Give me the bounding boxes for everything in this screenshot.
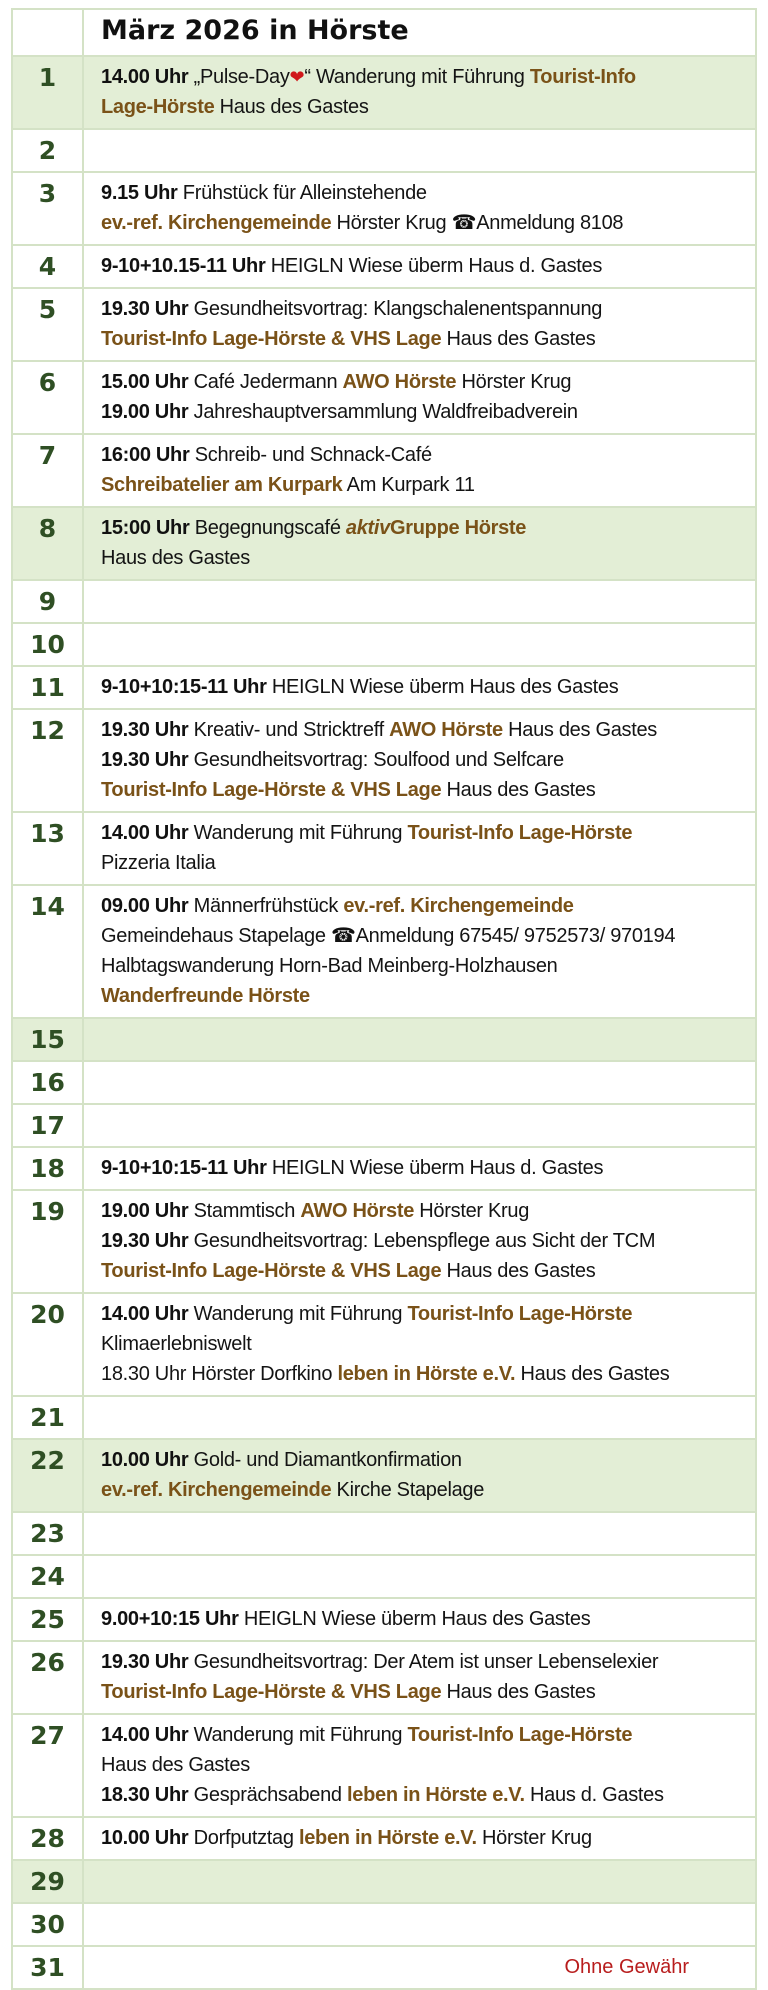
event-organizer: leben in Hörste e.V. xyxy=(298,1827,477,1849)
event-line xyxy=(101,1299,755,1329)
day-number: 6 xyxy=(12,361,83,434)
day-number: 27 xyxy=(12,1714,83,1817)
event-text: Gemeindehaus Stapelage xyxy=(101,925,331,947)
event-line xyxy=(101,251,755,281)
event-line xyxy=(101,1359,755,1389)
day-number: 30 xyxy=(12,1903,83,1946)
event-time: 19.00 Uhr xyxy=(101,401,189,423)
event-text: Haus des Gastes xyxy=(214,96,369,118)
event-line xyxy=(101,1677,755,1707)
event-time: 18.30 Uhr xyxy=(101,1784,189,1806)
event-text: Halbtagswanderung Horn-Bad Meinberg-Holzhausen xyxy=(101,955,558,977)
events-cell xyxy=(83,1439,756,1512)
event-line xyxy=(101,1475,755,1505)
event-time: 15:00 Uhr xyxy=(101,517,190,539)
event-line xyxy=(101,543,755,573)
event-text: Haus des Gastes xyxy=(101,1754,250,1776)
event-text: 18.30 Uhr Hörster Dorfkino xyxy=(101,1363,338,1385)
day-row-15 xyxy=(12,1018,756,1061)
day-number: 26 xyxy=(12,1641,83,1714)
day-number: 17 xyxy=(12,1104,83,1147)
event-text: Gesundheitsvortrag: Der Atem ist unser Lebenselexier xyxy=(188,1651,659,1673)
event-line xyxy=(101,1445,755,1475)
events-cell xyxy=(83,709,756,812)
event-text: HEIGLN Wiese überm Haus des Gastes xyxy=(266,676,619,698)
event-organizer: Tourist-Info Lage-Hörste xyxy=(407,1724,633,1746)
day-row-17 xyxy=(12,1104,756,1147)
empty-slot xyxy=(101,586,755,616)
event-text: Gesundheitsvortrag: Soulfood und Selfcare xyxy=(188,749,564,771)
day-row-16 xyxy=(12,1061,756,1104)
day-row-28 xyxy=(12,1817,756,1860)
day-number: 1 xyxy=(12,56,83,129)
day-number: 9 xyxy=(12,580,83,623)
event-organizer: AWO Hörste xyxy=(342,371,457,393)
events-cell xyxy=(83,623,756,666)
event-line xyxy=(101,62,755,92)
event-text: Klimaerlebniswelt xyxy=(101,1333,252,1355)
events-cell xyxy=(83,666,756,709)
day-number: 25 xyxy=(12,1598,83,1641)
event-text: Anmeldung 67545/ 9752573/ 970194 xyxy=(355,925,676,947)
event-organizer: Tourist-Info xyxy=(529,66,636,88)
events-cell xyxy=(83,580,756,623)
events-cell xyxy=(83,1104,756,1147)
events-cell xyxy=(83,1018,756,1061)
event-line xyxy=(101,92,755,122)
day-row-29 xyxy=(12,1860,756,1903)
day-row-27 xyxy=(12,1714,756,1817)
day-row-14 xyxy=(12,885,756,1018)
event-text: Wanderung mit Führung xyxy=(188,1303,408,1325)
event-text: Hörster Krug xyxy=(476,1827,592,1849)
phone-icon: ☎ xyxy=(330,925,356,947)
event-organizer: ev.-ref. Kirchengemeinde xyxy=(101,1479,332,1501)
event-line xyxy=(101,1780,755,1810)
day-number: 2 xyxy=(12,129,83,172)
event-line xyxy=(101,1604,755,1634)
event-time: 9.00+10:15 Uhr xyxy=(101,1608,239,1630)
event-text: Haus des Gastes xyxy=(101,547,250,569)
event-text: “ Wanderung mit Führung xyxy=(304,66,530,88)
events-cell xyxy=(83,1147,756,1190)
day-row-23 xyxy=(12,1512,756,1555)
event-line xyxy=(101,951,755,981)
day-number: 4 xyxy=(12,245,83,288)
day-number: 12 xyxy=(12,709,83,812)
event-line xyxy=(101,818,755,848)
events-cell xyxy=(83,1598,756,1641)
event-line xyxy=(101,891,755,921)
event-line xyxy=(101,1823,755,1853)
events-cell xyxy=(83,1714,756,1817)
event-organizer: AWO Hörste xyxy=(389,719,503,741)
event-text: Haus des Gastes xyxy=(441,1260,596,1282)
event-text: Hörster Krug xyxy=(414,1200,530,1222)
event-text: Männerfrühstück xyxy=(188,895,344,917)
event-text: Haus des Gastes xyxy=(502,719,658,741)
day-number: 10 xyxy=(12,623,83,666)
day-row-8 xyxy=(12,507,756,580)
phone-icon: ☎ xyxy=(451,212,477,234)
event-line xyxy=(101,921,755,951)
event-text: Café Jedermann xyxy=(188,371,343,393)
event-time: 14.00 Uhr xyxy=(101,66,189,88)
events-cell xyxy=(83,507,756,580)
day-number: 21 xyxy=(12,1396,83,1439)
event-line xyxy=(101,440,755,470)
event-text: Haus d. Gastes xyxy=(524,1784,664,1806)
day-row-3 xyxy=(12,172,756,245)
event-line xyxy=(101,981,755,1011)
day-number: 7 xyxy=(12,434,83,507)
day-row-24 xyxy=(12,1555,756,1598)
event-organizer: Schreibatelier am Kurpark xyxy=(101,474,343,496)
day-row-1 xyxy=(12,56,756,129)
events-cell xyxy=(83,434,756,507)
day-row-18 xyxy=(12,1147,756,1190)
events-cell xyxy=(83,812,756,885)
event-line xyxy=(101,470,755,500)
event-line xyxy=(101,294,755,324)
day-number: 16 xyxy=(12,1061,83,1104)
event-line xyxy=(101,1720,755,1750)
day-number: 8 xyxy=(12,507,83,580)
event-line xyxy=(101,715,755,745)
event-time: 10.00 Uhr xyxy=(101,1827,189,1849)
empty-slot xyxy=(101,629,755,659)
event-line xyxy=(101,513,755,543)
day-row-30 xyxy=(12,1903,756,1946)
event-text: Hörster Krug xyxy=(456,371,572,393)
day-row-11 xyxy=(12,666,756,709)
event-text: Haus des Gastes xyxy=(515,1363,670,1385)
event-time: 19.30 Uhr xyxy=(101,749,189,771)
event-time: 19.30 Uhr xyxy=(101,1230,189,1252)
day-number: 22 xyxy=(12,1439,83,1512)
page-title: März 2026 in Hörste xyxy=(83,9,756,56)
event-text: Pizzeria Italia xyxy=(101,852,216,874)
events-cell xyxy=(83,245,756,288)
event-organizer: ev.-ref. Kirchengemeinde xyxy=(101,212,332,234)
empty-slot xyxy=(101,1024,755,1054)
day-number: 14 xyxy=(12,885,83,1018)
events-cell xyxy=(83,56,756,129)
day-row-6 xyxy=(12,361,756,434)
event-text: Wanderung mit Führung xyxy=(188,1724,408,1746)
event-line xyxy=(101,1750,755,1780)
event-line xyxy=(101,178,755,208)
event-text: Haus des Gastes xyxy=(441,1681,596,1703)
events-cell xyxy=(83,1061,756,1104)
event-line xyxy=(101,848,755,878)
event-time: 14.00 Uhr xyxy=(101,822,189,844)
event-text: HEIGLN Wiese überm Haus des Gastes xyxy=(238,1608,591,1630)
header-row xyxy=(12,9,756,56)
day-row-21 xyxy=(12,1396,756,1439)
event-time: 9-10+10:15-11 Uhr xyxy=(101,676,267,698)
event-line xyxy=(101,745,755,775)
event-text: „Pulse-Day xyxy=(188,66,290,88)
event-organizer: Wanderfreunde Hörste xyxy=(101,985,310,1007)
events-cell xyxy=(83,1946,756,1989)
event-text: Gesundheitsvortrag: Klangschalenentspannung xyxy=(188,298,603,320)
day-row-5 xyxy=(12,288,756,361)
event-line xyxy=(101,775,755,805)
event-organizer: leben in Hörste e.V. xyxy=(347,1784,525,1806)
day-number: 28 xyxy=(12,1817,83,1860)
event-organizer: Gruppe Hörste xyxy=(390,517,527,539)
event-line xyxy=(101,672,755,702)
empty-slot xyxy=(101,1110,755,1140)
event-line xyxy=(101,1196,755,1226)
day-row-13 xyxy=(12,812,756,885)
events-cell xyxy=(83,1396,756,1439)
day-number: 19 xyxy=(12,1190,83,1293)
event-text: Gesprächsabend xyxy=(188,1784,347,1806)
event-line xyxy=(101,1153,755,1183)
event-organizer: Tourist-Info Lage-Hörste & VHS Lage xyxy=(101,1681,442,1703)
event-line xyxy=(101,1226,755,1256)
day-row-31 xyxy=(12,1946,756,1989)
event-time: 19.30 Uhr xyxy=(101,298,189,320)
events-cell xyxy=(83,1817,756,1860)
event-text: Haus des Gastes xyxy=(441,779,596,801)
event-time: 14.00 Uhr xyxy=(101,1724,189,1746)
heart-icon: ❤ xyxy=(289,67,305,87)
events-cell xyxy=(83,172,756,245)
event-text: Kirche Stapelage xyxy=(331,1479,485,1501)
header-day-cell xyxy=(12,9,83,56)
events-cell xyxy=(83,1860,756,1903)
event-organizer: AWO Hörste xyxy=(300,1200,415,1222)
events-cell xyxy=(83,1641,756,1714)
event-text: Gold- und Diamantkonfirmation xyxy=(188,1449,462,1471)
day-number: 18 xyxy=(12,1147,83,1190)
event-line xyxy=(101,397,755,427)
empty-slot xyxy=(101,1866,755,1896)
event-line xyxy=(101,208,755,238)
day-number: 3 xyxy=(12,172,83,245)
day-number: 24 xyxy=(12,1555,83,1598)
empty-slot xyxy=(101,1067,755,1097)
event-time: 15.00 Uhr xyxy=(101,371,189,393)
event-text: Am Kurpark 11 xyxy=(342,474,475,496)
event-time: 19.30 Uhr xyxy=(101,1651,189,1673)
disclaimer: Ohne Gewähr xyxy=(564,1956,689,1978)
events-cell xyxy=(83,1903,756,1946)
day-number: 15 xyxy=(12,1018,83,1061)
event-text: Frühstück für Alleinstehende xyxy=(177,182,427,204)
day-row-7 xyxy=(12,434,756,507)
day-row-12 xyxy=(12,709,756,812)
event-organizer: Lage-Hörste xyxy=(101,96,215,118)
day-number: 23 xyxy=(12,1512,83,1555)
event-text: Schreib- und Schnack-Café xyxy=(189,444,432,466)
event-text: Haus des Gastes xyxy=(441,328,596,350)
event-text: Dorfputztag xyxy=(188,1827,299,1849)
event-text: Stammtisch xyxy=(188,1200,301,1222)
events-cell xyxy=(83,288,756,361)
event-time: 19.30 Uhr xyxy=(101,719,189,741)
empty-slot xyxy=(101,1561,755,1591)
event-organizer: ev.-ref. Kirchengemeinde xyxy=(343,895,574,917)
event-organizer: Tourist-Info Lage-Hörste & VHS Lage xyxy=(101,1260,442,1282)
day-number: 5 xyxy=(12,288,83,361)
event-time: 09.00 Uhr xyxy=(101,895,189,917)
event-organizer: Tourist-Info Lage-Hörste & VHS Lage xyxy=(101,779,442,801)
event-time: 16:00 Uhr xyxy=(101,444,190,466)
day-number: 11 xyxy=(12,666,83,709)
day-number: 29 xyxy=(12,1860,83,1903)
day-row-20 xyxy=(12,1293,756,1396)
day-row-9 xyxy=(12,580,756,623)
event-calendar-table xyxy=(11,8,757,1990)
day-row-10 xyxy=(12,623,756,666)
empty-slot xyxy=(101,1402,755,1432)
event-organizer: Tourist-Info Lage-Hörste xyxy=(407,822,633,844)
events-cell xyxy=(83,1512,756,1555)
events-cell xyxy=(83,1293,756,1396)
event-text: Anmeldung 8108 xyxy=(476,212,624,234)
day-row-19 xyxy=(12,1190,756,1293)
event-text: Gesundheitsvortrag: Lebenspflege aus Sicht der TCM xyxy=(188,1230,656,1252)
day-row-22 xyxy=(12,1439,756,1512)
event-line xyxy=(101,367,755,397)
day-row-25 xyxy=(12,1598,756,1641)
day-row-2 xyxy=(12,129,756,172)
empty-slot xyxy=(101,1909,755,1939)
event-line xyxy=(101,1256,755,1286)
event-time: 10.00 Uhr xyxy=(101,1449,189,1471)
empty-slot xyxy=(101,1518,755,1548)
event-text: Begegnungscafé xyxy=(189,517,346,539)
day-row-26 xyxy=(12,1641,756,1714)
event-time: 9.15 Uhr xyxy=(101,182,178,204)
events-cell xyxy=(83,129,756,172)
event-organizer: aktiv xyxy=(345,517,390,539)
event-text: Wanderung mit Führung xyxy=(188,822,408,844)
event-time: 9-10+10:15-11 Uhr xyxy=(101,1157,267,1179)
event-text: Hörster Krug xyxy=(331,212,452,234)
empty-slot xyxy=(101,135,755,165)
event-organizer: Tourist-Info Lage-Hörste & VHS Lage xyxy=(101,328,442,350)
event-text: Kreativ- und Stricktreff xyxy=(188,719,390,741)
day-number: 13 xyxy=(12,812,83,885)
event-time: 9-10+10.15-11 Uhr xyxy=(101,255,266,277)
event-text: HEIGLN Wiese überm Haus d. Gastes xyxy=(266,1157,604,1179)
event-line xyxy=(101,324,755,354)
events-cell xyxy=(83,361,756,434)
event-time: 19.00 Uhr xyxy=(101,1200,189,1222)
day-number: 20 xyxy=(12,1293,83,1396)
events-cell xyxy=(83,885,756,1018)
events-cell xyxy=(83,1190,756,1293)
event-text: Jahreshauptversammlung Waldfreibadverein xyxy=(188,401,578,423)
event-organizer: leben in Hörste e.V. xyxy=(337,1363,516,1385)
day-row-4 xyxy=(12,245,756,288)
event-line xyxy=(101,1329,755,1359)
events-cell xyxy=(83,1555,756,1598)
event-line xyxy=(101,1647,755,1677)
event-organizer: Tourist-Info Lage-Hörste xyxy=(407,1303,633,1325)
day-number: 31 xyxy=(12,1946,83,1989)
event-text: HEIGLN Wiese überm Haus d. Gastes xyxy=(265,255,603,277)
event-time: 14.00 Uhr xyxy=(101,1303,189,1325)
